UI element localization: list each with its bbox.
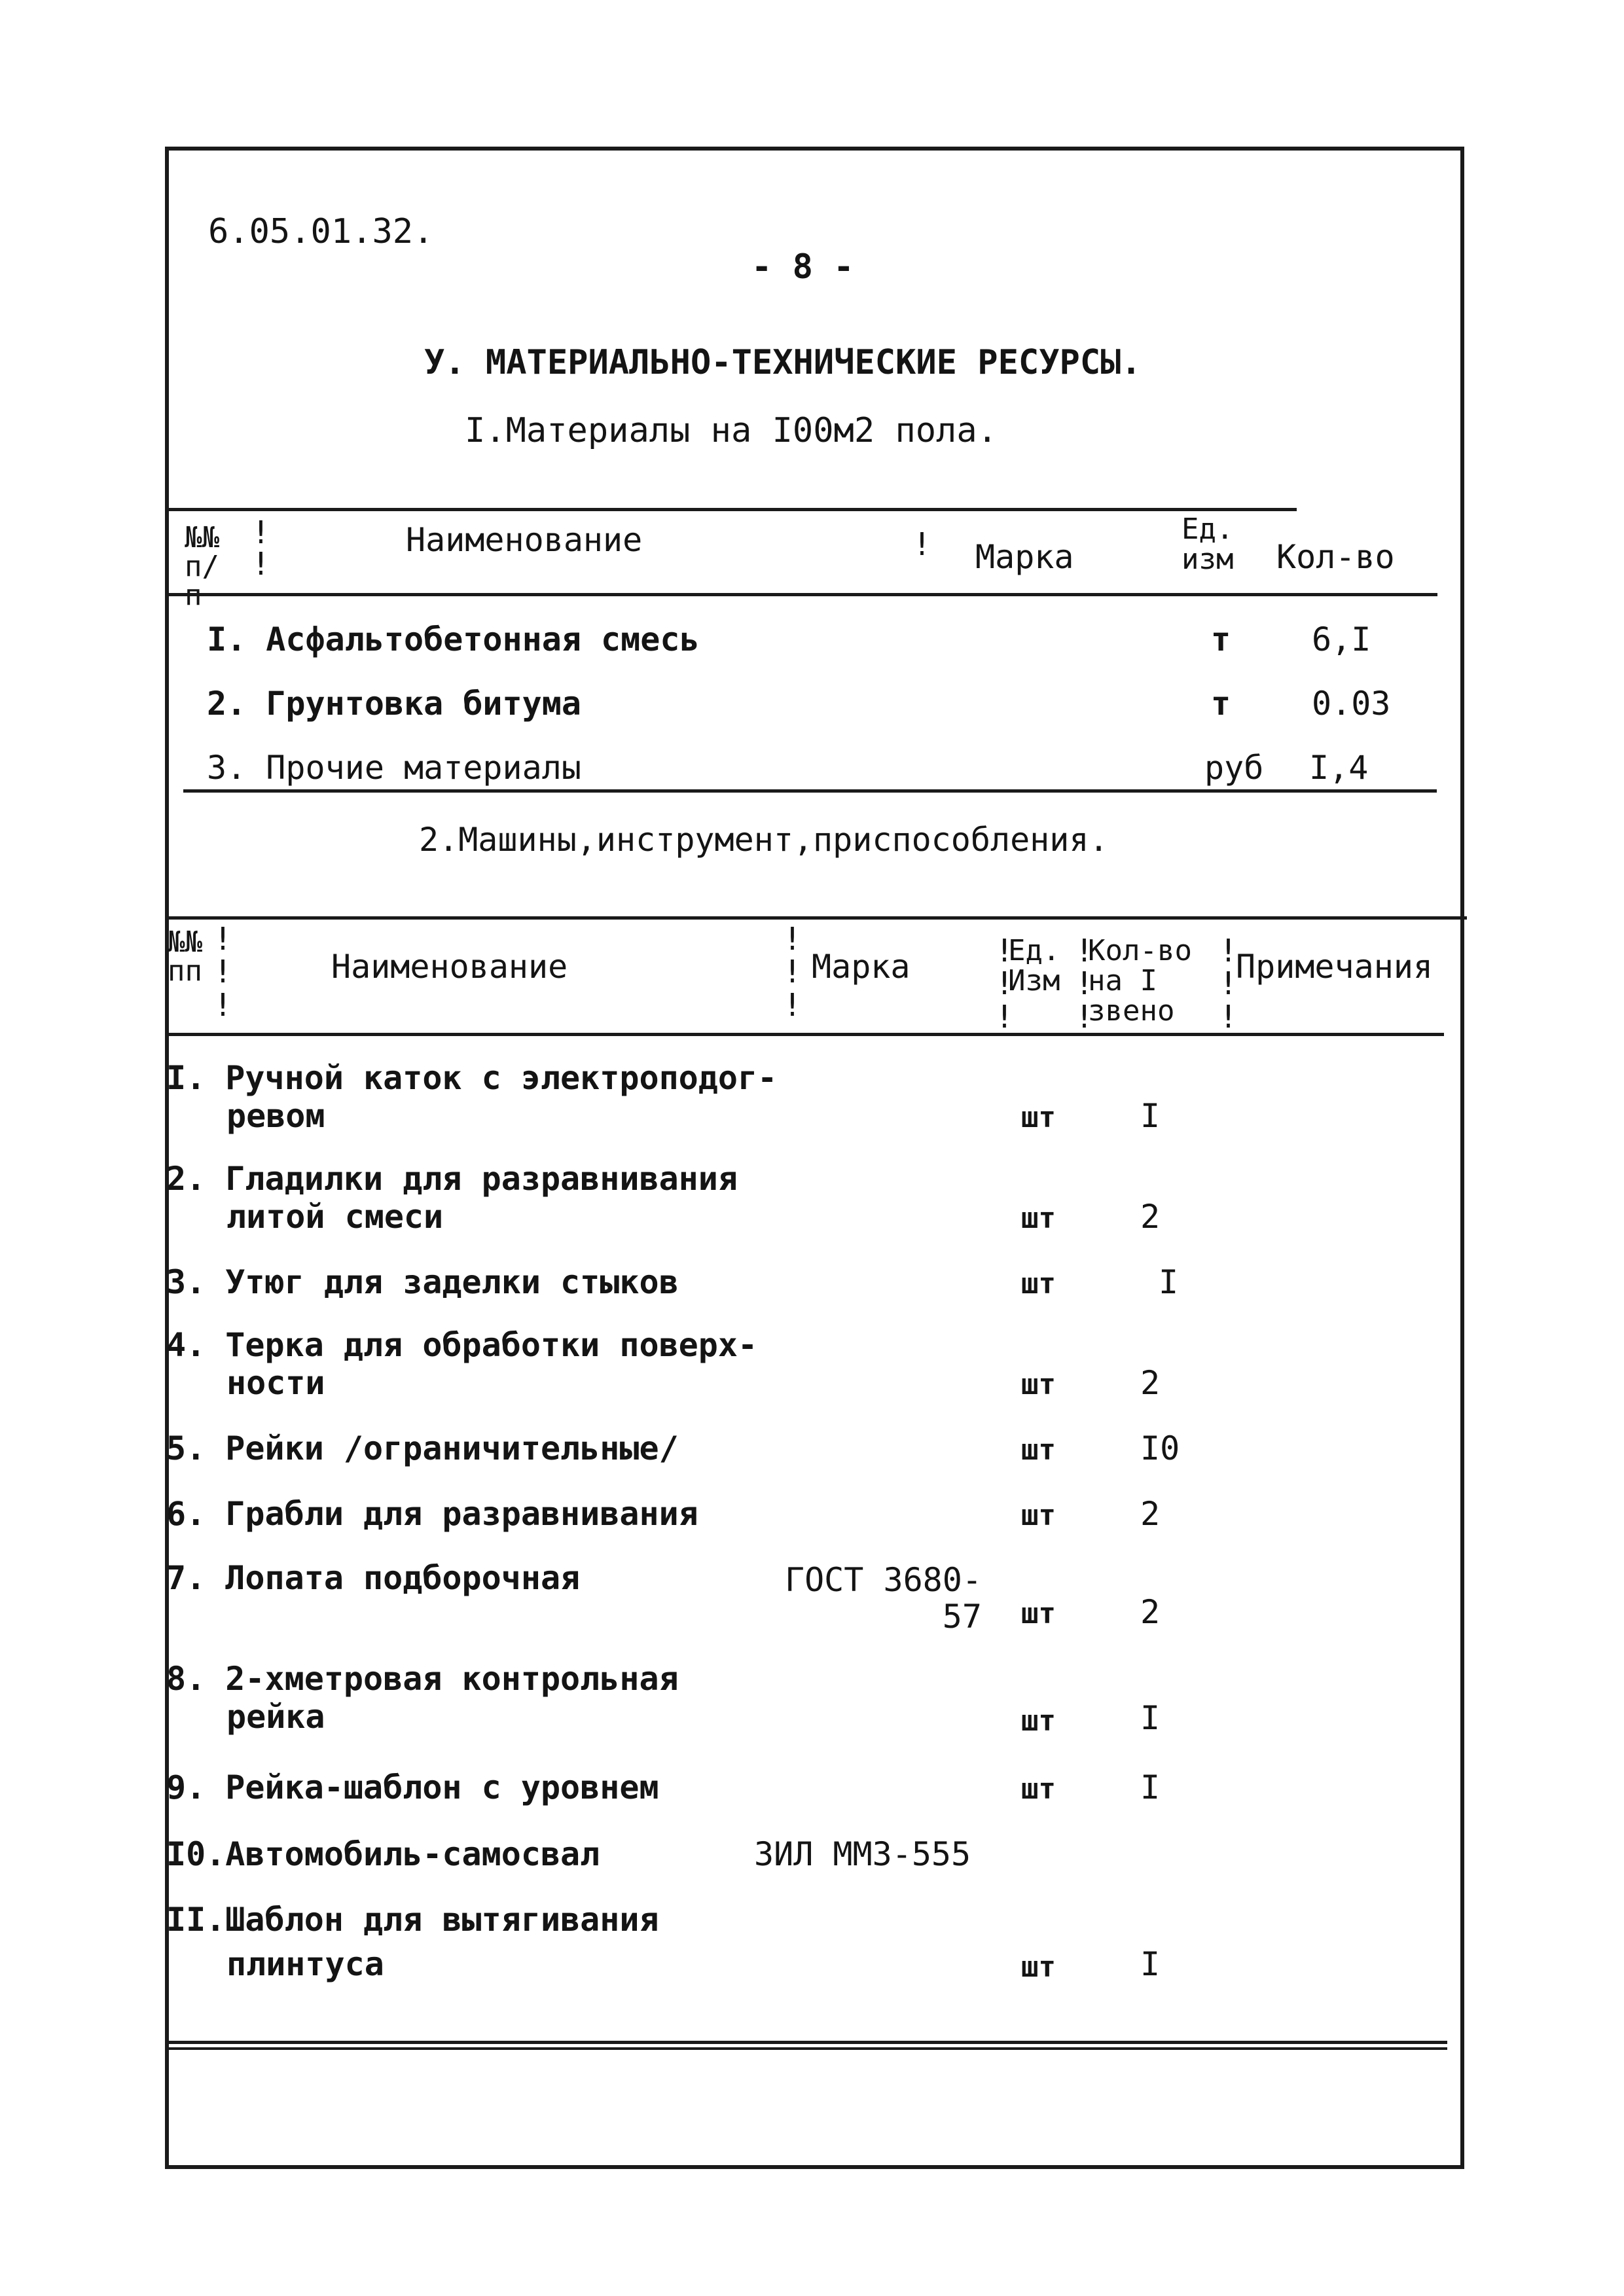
section-title: У. МАТЕРИАЛЬНО-ТЕХНИЧЕСКИЕ РЕСУРСЫ. bbox=[424, 343, 1142, 382]
machines-header-sep: ! ! ! bbox=[995, 933, 1014, 1035]
machines-top-rule bbox=[168, 916, 1467, 920]
table-row-line1: 8. 2-хметровая контрольная bbox=[166, 1660, 679, 1698]
table-row-qty: I bbox=[1140, 1097, 1161, 1135]
machines-header-name: Наименование bbox=[331, 948, 568, 986]
table-row-unit: шт bbox=[1021, 1101, 1056, 1134]
table-row-line1: 5. Рейки /ограничительные/ bbox=[166, 1429, 679, 1467]
table-row-unit: шт bbox=[1021, 1950, 1056, 1984]
materials-header-rule bbox=[168, 593, 1437, 596]
materials-header-sep: ! bbox=[912, 526, 931, 563]
table-row-qty: 2 bbox=[1140, 1495, 1161, 1533]
table-row-unit: шт bbox=[1021, 1267, 1056, 1300]
table-row-unit: т bbox=[1211, 620, 1231, 658]
table-row-line1: I0.Автомобиль-самосвал bbox=[166, 1835, 600, 1873]
machines-header-sep: ! ! ! bbox=[1075, 933, 1094, 1035]
table-row-line2: литой смеси bbox=[226, 1198, 444, 1236]
table-row-line2: рейка bbox=[226, 1698, 325, 1736]
machines-header-sep: ! ! ! bbox=[213, 921, 232, 1024]
table-row-line1: I. Ручной каток с электроподог- bbox=[166, 1059, 778, 1097]
table-row-qty: I bbox=[1159, 1263, 1179, 1301]
table-row-qty: 2 bbox=[1140, 1364, 1161, 1402]
table-row-mark: ЗИЛ ММЗ-555 bbox=[754, 1835, 971, 1873]
table-row-qty: 6,I bbox=[1312, 620, 1371, 658]
machines-header-unit: Ед. Изм bbox=[1008, 934, 1060, 998]
table-row-qty: 0.03 bbox=[1312, 685, 1391, 723]
materials-header-mark: Марка bbox=[975, 538, 1074, 576]
table-row-qty: 2 bbox=[1140, 1593, 1161, 1631]
materials-header-qty: Кол-во bbox=[1276, 538, 1395, 576]
table-row-qty: I bbox=[1140, 1768, 1161, 1806]
machines-bottom-rule-2 bbox=[168, 2047, 1447, 2050]
machines-bottom-rule bbox=[168, 2041, 1447, 2044]
machines-header-sep: ! ! ! bbox=[1219, 933, 1238, 1035]
table-row-qty: I0 bbox=[1140, 1429, 1180, 1467]
materials-header-sep: ! ! bbox=[251, 514, 270, 583]
materials-top-rule bbox=[168, 508, 1297, 511]
table-row-line1: 4. Терка для обработки поверх- bbox=[166, 1326, 758, 1364]
table-row-name: 3. Прочие материалы bbox=[207, 749, 581, 787]
table-row-qty: I,4 bbox=[1309, 749, 1369, 787]
page-number: - 8 - bbox=[751, 247, 854, 287]
table-row-unit: т bbox=[1211, 685, 1231, 723]
table-row-mark: ГОСТ 3680-57 bbox=[784, 1561, 982, 1636]
machines-header-note: Примечания bbox=[1236, 948, 1434, 986]
table-row-line1: 7. Лопата подборочная bbox=[166, 1559, 581, 1597]
table-row-line1: 2. Гладилки для разравнивания bbox=[166, 1160, 738, 1198]
table-row-unit: шт bbox=[1021, 1772, 1056, 1806]
table-row-line1: 3. Утюг для заделки стыков bbox=[166, 1263, 679, 1301]
materials-header-num: №№ п/п bbox=[185, 521, 219, 612]
table-row-line2: плинтуса bbox=[226, 1945, 384, 1983]
materials-header-unit: Ед. изм bbox=[1182, 512, 1234, 577]
table-row-unit: шт bbox=[1021, 1202, 1056, 1235]
materials-header-name: Наименование bbox=[406, 521, 643, 559]
machines-header-num: №№ пп bbox=[168, 925, 202, 988]
doc-code: 6.05.01.32. bbox=[208, 212, 434, 251]
table-row-line2: ревом bbox=[226, 1097, 325, 1135]
table-row-line1: 9. Рейка-шаблон с уровнем bbox=[166, 1768, 659, 1806]
machines-header-sep: ! ! ! bbox=[783, 921, 802, 1024]
table-row-name: 2. Грунтовка битума bbox=[207, 685, 581, 723]
materials-subtitle: I.Материалы на I00м2 пола. bbox=[465, 411, 998, 450]
table-row-name: I. Асфальтобетонная смесь bbox=[207, 620, 700, 658]
table-row-unit: шт bbox=[1021, 1433, 1056, 1467]
table-row-unit: шт bbox=[1021, 1704, 1056, 1738]
table-row-unit: шт bbox=[1021, 1597, 1056, 1630]
machines-header-qty: Кол-во на I звено bbox=[1088, 934, 1192, 1028]
table-row-unit: шт bbox=[1021, 1368, 1056, 1401]
table-row-qty: I bbox=[1140, 1945, 1161, 1983]
table-row-unit: шт bbox=[1021, 1499, 1056, 1532]
machines-header-mark: Марка bbox=[812, 948, 911, 986]
table-row-unit: руб bbox=[1204, 749, 1264, 787]
table-row-qty: I bbox=[1140, 1699, 1161, 1737]
table-row-line2: ности bbox=[226, 1364, 325, 1402]
materials-bottom-rule bbox=[183, 789, 1437, 793]
table-row-line1: 6. Грабли для разравнивания bbox=[166, 1495, 698, 1533]
machines-header-rule bbox=[168, 1033, 1444, 1036]
machines-subtitle: 2.Машины,инструмент,приспособления. bbox=[419, 821, 1109, 859]
table-row-line1: II.Шаблон для вытягивания bbox=[166, 1901, 659, 1939]
table-row-qty: 2 bbox=[1140, 1198, 1161, 1236]
